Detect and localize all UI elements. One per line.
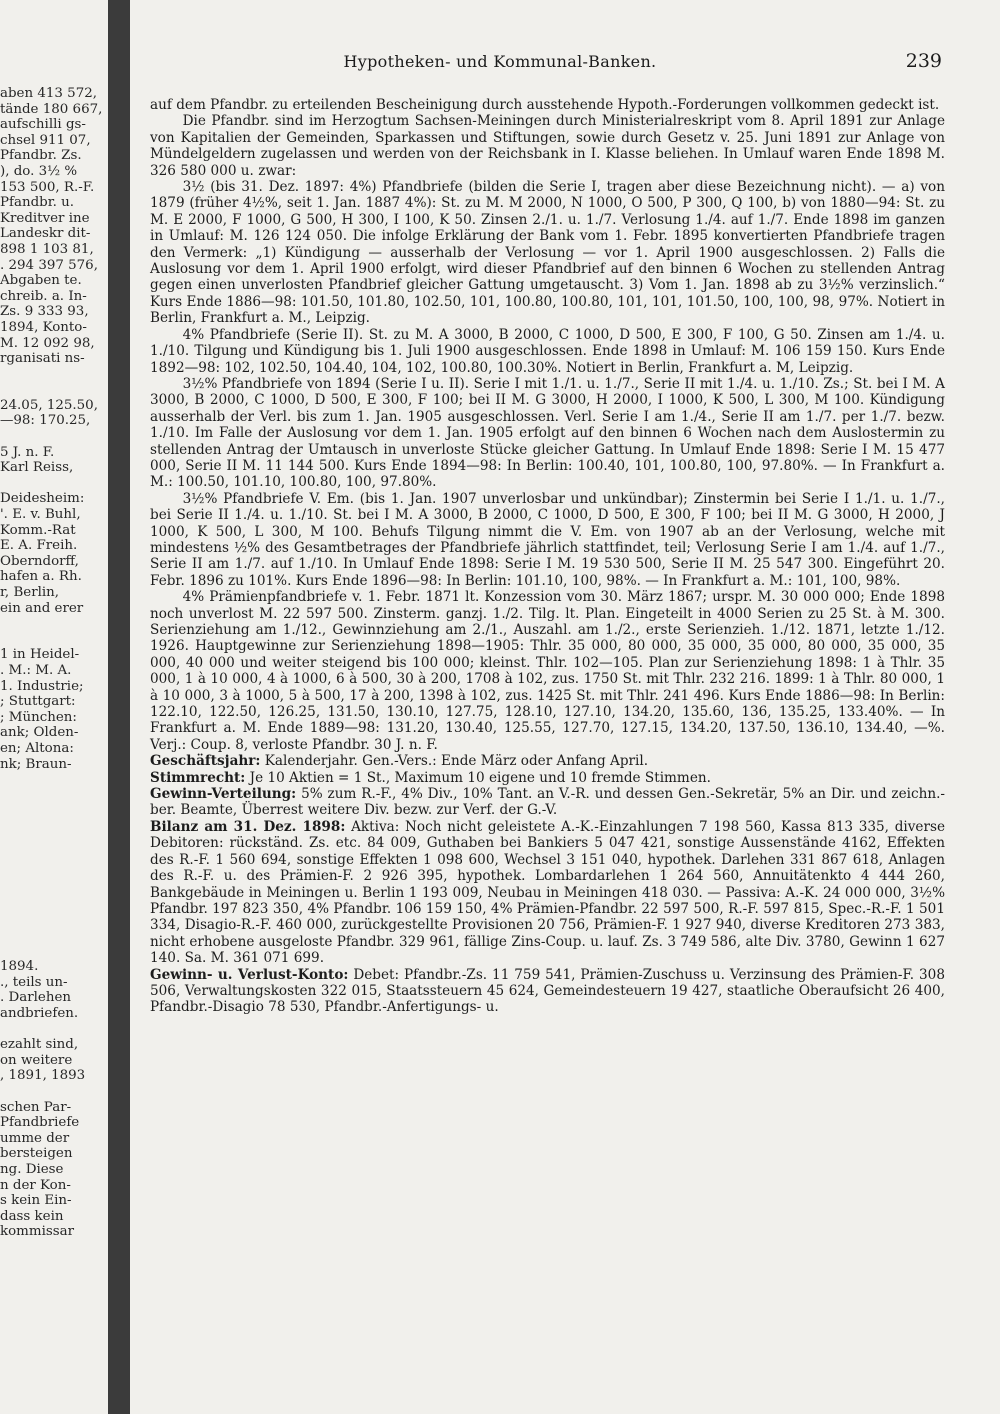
- previous-page-line: Landeskr dit-: [0, 226, 91, 242]
- previous-page-line: tände 180 667,: [0, 101, 103, 117]
- previous-page-line: [0, 632, 108, 648]
- paragraph-text: Debet: Pfandbr.-Zs. 11 759 541, Prämien-Zuschuss u. Verzinsung des Prämien-F. 308 506, Verwaltungskosten 322 015, Staatssteuern 45 624, Gemeindesteuern 19 427, staatliche Oberaufsicht 26 400, Pfandbr.-Disagio 78 530, Pfandbr.-Anfertigungs- u.: [150, 966, 945, 1016]
- previous-page-line: 1894, Konto-: [0, 319, 87, 335]
- paragraph: [150, 770, 945, 786]
- paragraph-text: 4% Pfandbriefe (Serie II). St. zu M. A 3000, B 2000, C 1000, D 500, E 300, F 100, G 50. Zinsen am 1./4. u. 1./10. Tilgung und Kündigung bis 1. Juli 1900 ausgeschlossen. Ende 1898 in Umlauf: M. 106 159 150. Kurs Ende 1892—98: 102, 102.50, 104.40, 104, 102, 100.80, 100.30%. Notiert in Berlin, Frankfurt a. M, Leipzig.: [150, 326, 945, 376]
- previous-page-line: bersteigen: [0, 1146, 73, 1162]
- previous-page-line: [0, 881, 108, 897]
- paragraph-label: Geschäftsjahr:: [150, 753, 261, 770]
- previous-page-line: E. A. Freih.: [0, 538, 78, 554]
- previous-page-line: [0, 1084, 108, 1100]
- previous-page-line: 24.05, 125.50,: [0, 397, 98, 413]
- previous-page-line: rganisati ns-: [0, 351, 85, 367]
- previous-page-line: nk; Braun-: [0, 756, 72, 772]
- paragraph: [150, 786, 945, 819]
- previous-page-line: ng. Diese: [0, 1161, 64, 1177]
- previous-page-line: [0, 616, 108, 632]
- previous-page-line: M. 12 092 98,: [0, 335, 95, 351]
- previous-page-line: ; München:: [0, 709, 77, 725]
- previous-page-line: [0, 429, 108, 445]
- previous-page-line: Pfandbriefe: [0, 1115, 80, 1131]
- previous-page-line: aufschilli gs-: [0, 117, 86, 133]
- previous-page-column: [0, 86, 108, 1240]
- previous-page-line: umme der: [0, 1130, 70, 1146]
- previous-page-line: 898 1 103 81,: [0, 241, 94, 257]
- paragraph: [150, 491, 945, 589]
- previous-page-line: andbriefen.: [0, 1006, 79, 1022]
- previous-page-line: . M.: M. A.: [0, 662, 72, 678]
- previous-page-line: ), do. 3½ %: [0, 163, 78, 179]
- previous-page-line: Pfandbr. Zs.: [0, 148, 82, 164]
- paragraph: [150, 97, 945, 113]
- previous-page-line: chreib. a. In-: [0, 288, 87, 304]
- paragraph-label: Stimmrecht:: [150, 769, 246, 786]
- previous-page-line: kommissar: [0, 1224, 74, 1240]
- previous-page-line: Abgaben te.: [0, 273, 82, 289]
- running-title: Hypotheken- und Kommunal-Banken.: [343, 52, 657, 71]
- page-header: [150, 48, 950, 74]
- previous-page-line: Komm.-Rat: [0, 522, 76, 538]
- previous-page-line: [0, 803, 108, 819]
- previous-page-line: [0, 912, 108, 928]
- previous-page-line: hafen a. Rh.: [0, 569, 82, 585]
- paragraph: [150, 327, 945, 376]
- previous-page-line: [0, 928, 108, 944]
- paragraph-text: 3½% Pfandbriefe V. Em. (bis 1. Jan. 1907 unverlosbar und unkündbar); Zinstermin bei Serie I 1./1. u. 1./7., bei Serie II 1./4. u. 1./10. St. bei I M. A 3000, B 2000, C 1000, D 500, E 300, F 100; bei II M. G 3000, H 2000, J 1000, K 500, L 300, M 100. Behufs Tilgung nimmt die V. Em. von 1907 ab an der Verlosung, welche mit mindestens ½% des Gesamtbetrages der Pfandbriefe jährlich stattfindet, teil; Verlosung Serie I am 1./4. auf 1./7., Serie II am 1./7. auf 1./10. In Umlauf Ende 1898: Serie I M. 19 530 500, Serie II M. 25 547 300. Eingeführt 20. Febr. 1896 zu 101%. Kurs Ende 1896—98: In Berlin: 101.10, 100, 98%. — In Frankfurt a. M.: 101, 100, 98%.: [150, 490, 945, 589]
- previous-page-line: Deidesheim:: [0, 491, 85, 507]
- paragraph: [150, 753, 945, 769]
- previous-page-line: en; Altona:: [0, 740, 74, 756]
- previous-page-line: r, Berlin,: [0, 585, 60, 600]
- previous-page-line: ., teils un-: [0, 974, 68, 990]
- previous-page-line: Kreditver ine: [0, 210, 90, 226]
- paragraph: [150, 967, 945, 1016]
- paragraph: [150, 113, 945, 179]
- previous-page-line: . Darlehen: [0, 990, 72, 1006]
- previous-page-line: ezahlt sind,: [0, 1037, 79, 1053]
- previous-page-line: [0, 819, 108, 835]
- paragraph: [150, 819, 945, 967]
- previous-page-line: [0, 835, 108, 851]
- paragraph-label: Gewinn- u. Verlust-Konto:: [150, 966, 349, 983]
- paragraph-label: Bilanz am 31. Dez. 1898:: [150, 818, 346, 835]
- paragraph-text: 5% zum R.-F., 4% Div., 10% Tant. an V.-R. und dessen Gen.-Sekretär, 5% an Dir. und zeichn.-ber. Beamte, Überrest weitere Div. bezw. zur Verf. der G.-V.: [150, 786, 945, 819]
- paragraph-text: Kalenderjahr. Gen.-Vers.: Ende März oder Anfang April.: [264, 753, 649, 770]
- previous-page-line: n der Kon-: [0, 1177, 71, 1193]
- previous-page-line: . 294 397 576,: [0, 257, 98, 273]
- previous-page-line: , 1891, 1893: [0, 1068, 86, 1084]
- previous-page-line: [0, 944, 108, 960]
- paragraph-label: Gewinn-Verteilung:: [150, 786, 297, 803]
- previous-page-line: [0, 772, 108, 788]
- page-number: 239: [905, 50, 942, 72]
- paragraph-text: auf dem Pfandbr. zu erteilenden Bescheinigung durch ausstehende Hypoth.-Forderungen vollkommen gedeckt ist.: [150, 97, 940, 113]
- previous-page-line: Oberndorff,: [0, 553, 79, 569]
- previous-page-line: ank; Olden-: [0, 725, 79, 741]
- previous-page-line: schen Par-: [0, 1099, 72, 1115]
- previous-page-line: 5 J. n. F.: [0, 444, 55, 460]
- paragraph-text: 4% Prämienpfandbriefe v. 1. Febr. 1871 lt. Konzession vom 30. März 1867; urspr. M. 30 000 000; Ende 1898 noch unverlost M. 22 597 500. Zinsterm. ganzj. 1./2. Tilg. lt. Plan. Eingeteilt in 4000 Serien zu 25 St. à M. 300. Serienziehung am 1./12., Gewinnziehung am 2./1., Auszahl. am 1./2., erste Serienzieh. 1./12. 1871, letzte 1./12. 1926. Hauptgewinne zur Serienziehung 1898—1905: Thlr. 35 000, 80 000, 35 000, 35 000, 80 000, 35 000, 35 000, 40 000 und weiter steigend bis 100 000; kleinst. Thlr. 102—105. Plan zur Serienziehung 1898: 1 à Thlr. 35 000, 1 à 10 000, 4 à 1000, 6 à 500, 30 à 200, 1708 à 102, zus. 1750 St. mit Thlr. 232 216. 1899: 1 à Thlr. 80 000, 1 à 10 000, 3 à 1000, 5 à 500, 17 à 200, 1398 à 102, zus. 1425 St. mit Thlr. 241 496. Kurs Ende 1886—98: In Berlin: 122.10, 122.50, 126.25, 131.50, 130.10, 127.75, 128.10, 127.10, 134.20, 135.60, 136, 135.25, 133.40%. — In Frankfurt a. M. Ende 1889—98: 131.20, 130.40, 125.55, 127.70, 127.15, 134.20, 137.50, 136.10, 134.40, —%. Verj.: Coup. 8, verloste Pfandbr. 30 J. n. F.: [150, 589, 945, 753]
- paragraph: [150, 179, 945, 327]
- previous-page-line: Zs. 9 333 93,: [0, 304, 89, 320]
- previous-page-line: ; Stuttgart:: [0, 694, 76, 710]
- previous-page-line: Pfandbr. u.: [0, 195, 75, 211]
- paragraph-text: Aktiva: Noch nicht geleistete A.-K.-Einzahlungen 7 198 560, Kassa 813 335, diverse Debitoren: rückständ. Zs. etc. 84 009, Guthaben bei Bankiers 5 047 421, sonstige Aussenstände 4162, Effekten des R.-F. 1 560 694, sonstige Effekten 1 098 600, Wechsel 3 151 040, hypothek. Darlehen 331 867 618, Anlagen des R.-F. u. des Prämien-F. 2 926 395, hypothek. Lombardarlehen 1 264 560, Annuitätenkto 4 444 260, Bankgebäude in Meiningen u. Berlin 1 193 009, Neubau in Meiningen 418 030. — Passiva: A.-K. 24 000 000, 3½% Pfandbr. 197 823 350, 4% Pfandbr. 106 159 150, 4% Prämien-Pfandbr. 22 597 500, R.-F. 597 815, Spec.-R.-F. 1 501 334, Disagio-R.-F. 460 000, zurückgestellte Provisionen 20 756, Prämien-F. 1 927 940, diverse Kreditoren 273 383, nicht erhobene ausgeloste Pfandbr. 329 961, fällige Zins-Coup. u. lauf. Zs. 3 749 586, alte Div. 3780, Gewinn 1 627 140. Sa. M. 361 071 699.: [150, 818, 945, 967]
- previous-page-line: [0, 1022, 108, 1038]
- previous-page-line: '. E. v. Buhl,: [0, 507, 81, 523]
- previous-page-line: [0, 382, 108, 398]
- previous-page-line: [0, 897, 108, 913]
- previous-page-line: [0, 866, 108, 882]
- previous-page-line: [0, 788, 108, 804]
- previous-page-line: [0, 367, 108, 383]
- previous-page-line: [0, 476, 108, 492]
- paragraph: [150, 589, 945, 753]
- previous-page-line: ein and erer: [0, 600, 84, 616]
- previous-page-line: on weitere: [0, 1052, 73, 1068]
- previous-page-line: aben 413 572,: [0, 86, 97, 101]
- previous-page-line: [0, 850, 108, 866]
- paragraph: [150, 376, 945, 491]
- previous-page-line: 1894.: [0, 959, 39, 975]
- previous-page-line: s kein Ein-: [0, 1193, 72, 1209]
- binding-gutter: [108, 0, 130, 1414]
- previous-page-line: chsel 911 07,: [0, 132, 91, 148]
- previous-page-line: 153 500, R.-F.: [0, 179, 95, 195]
- previous-page-line: —98: 170.25,: [0, 413, 91, 429]
- paragraph-text: Je 10 Aktien = 1 St., Maximum 10 eigene und 10 fremde Stimmen.: [249, 769, 711, 786]
- paragraph-text: Die Pfandbr. sind im Herzogtum Sachsen-Meiningen durch Ministerialreskript vom 8. April 1891 zur Anlage von Kapitalien der Gemeinden, Sparkassen und Stiftungen, sowie durch Gesetz v. 25. Juni 1891 zur Anlage von Mündelgeldern zugelassen und werden von der Reichsbank in I. Klasse beliehen. In Umlauf waren Ende 1898 M. 326 580 000 u. zwar:: [150, 113, 945, 179]
- previous-page-line: Karl Reiss,: [0, 460, 74, 476]
- main-text-column: [150, 97, 945, 1016]
- previous-page-line: 1. Industrie;: [0, 678, 84, 694]
- previous-page-line: dass kein: [0, 1208, 64, 1224]
- paragraph-text: 3½ (bis 31. Dez. 1897: 4%) Pfandbriefe (bilden die Serie I, tragen aber diese Bezeichnung nicht). — a) von 1879 (früher 4½%, seit 1. Jan. 1887 4%): St. zu M. M 2000, N 1000, O 500, P 300, Q 100, b) von 1880—94: St. zu M. E 2000, F 1000, G 500, H 300, I 100, K 50. Zinsen 2./1. u. 1./7. Verlosung 1./4. auf 1./7. Ende 1898 im ganzen in Umlauf: M. 126 124 050. Die infolge Erklärung der Bank vom 1. Febr. 1895 konvertierten Pfandbriefe tragen den Vermerk: „1) Kündigung — ausserhalb der Verlosung — vor 1. April 1900 ausgeschlossen. 2) Falls die Auslosung vor dem 1. April 1900 erfolgt, wird dieser Pfandbrief auf den binnen 6 Wochen zu stellenden Antrag gegen einen unverlosten Pfandbrief gleicher Gattung umgetauscht. 3) Vom 1. Jan. 1898 ab zu 3½% verzinslich.“ Kurs Ende 1886—98: 101.50, 101.80, 102.50, 101, 100.80, 100.80, 101, 101, 101.50, 100, 100, 98, 97%. Notiert in Berlin, Frankfurt a. M., Leipzig.: [150, 179, 945, 327]
- paragraph-text: 3½% Pfandbriefe von 1894 (Serie I u. II). Serie I mit 1./1. u. 1./7., Serie II mit 1./4. u. 1./10. Zs.; St. bei I M. A 3000, B 2000, C 1000, D 500, E 300, F 100; bei II M. G 3000, H 2000, I 1000, K 500, L 300, M 100. Kündigung ausserhalb der Verl. bis zum 1. Jan. 1905 ausgeschlossen. Verl. Serie I am 1./4., Serie II am 1./7. per 1./7. bezw. 1./10. Im Falle der Auslosung vor dem 1. Jan. 1905 erfolgt auf den binnen 6 Wochen nach dem Auslostermin zu stellenden Antrag der Umtausch in unverloste Stücke gleicher Gattung. In Umlauf Ende 1898: Serie I M. 15 477 000, Serie II M. 11 144 500. Kurs Ende 1894—98: In Berlin: 100.40, 101, 100.80, 100, 97.80%. — In Frankfurt a. M.: 100.50, 101.10, 100.80, 100, 97.80%.: [150, 375, 945, 491]
- previous-page-line: 1 in Heidel-: [0, 647, 80, 663]
